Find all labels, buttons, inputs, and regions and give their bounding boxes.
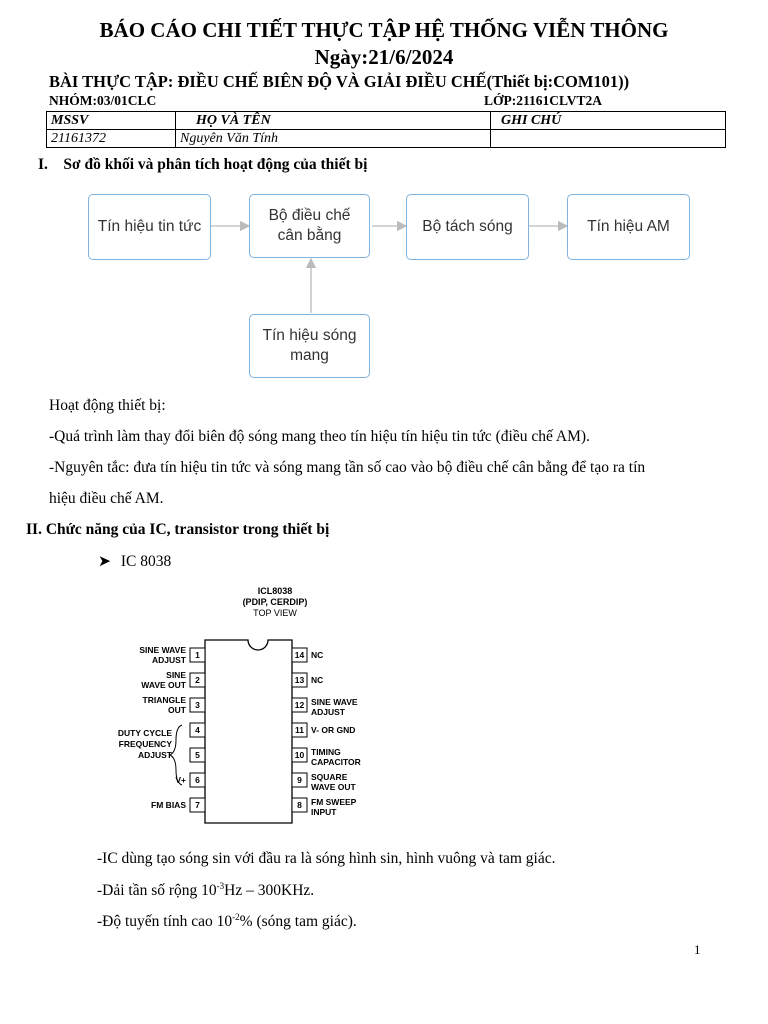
page-number: 1: [694, 942, 701, 957]
table-header: GHI CHÚ: [491, 112, 726, 130]
box-detector: Bộ tách sóng: [406, 194, 529, 260]
chip-name: ICL8038: [257, 586, 293, 596]
pin-number: 6: [195, 775, 200, 785]
pin-label: SQUARE WAVE OUT: [311, 772, 356, 792]
bullet-item: [98, 552, 171, 571]
pin-label: V+: [175, 775, 186, 785]
paragraph: -IC dùng tạo sóng sin với đầu ra là sóng hình sin, hình vuông và tam giác.: [97, 850, 556, 867]
pin-number: 9: [297, 775, 302, 785]
pin-number: 8: [297, 800, 302, 810]
pin-label: NC: [311, 675, 324, 685]
table-header: MSSV: [47, 112, 176, 130]
group-label: NHÓM:03/01CLC: [49, 93, 157, 108]
pin-label: FM SWEEP INPUT: [311, 797, 357, 817]
section-2-heading: II. Chức năng của IC, transistor trong thiết bị: [26, 521, 330, 538]
report-date: Ngày:21/6/2024: [314, 45, 454, 69]
pin-number: 5: [195, 750, 200, 760]
section-1-heading: I. Sơ đồ khối và phân tích hoạt động của thiết bị: [38, 156, 368, 173]
pin-number: 1: [195, 650, 200, 660]
table-header: HỌ VÀ TÊN: [176, 112, 491, 130]
box-am-signal: Tín hiệu AM: [567, 194, 690, 260]
chip-package: (PDIP, CERDIP): [242, 597, 308, 607]
pin-number: 3: [195, 700, 200, 710]
box-balanced-modulator: Bộ điều chế cân bằng: [249, 194, 370, 258]
pin-number: 14: [294, 650, 305, 660]
lab-title: BÀI THỰC TẬP: ĐIỀU CHẾ BIÊN ĐỘ VÀ GIẢI ĐIỀU CHẾ(Thiết bị:COM101)): [49, 72, 630, 91]
class-label: LỚP:21161CLVT2A: [484, 93, 603, 108]
pin-label: FM BIAS: [151, 800, 186, 810]
bullet-label: IC 8038: [120, 553, 172, 570]
pin-label: TRIANGLE OUT: [142, 695, 186, 715]
pin-label: V- OR GND: [311, 725, 356, 735]
paragraph: -Độ tuyến tính cao $10^{-2}\%$ (sóng tam giác).: [97, 912, 357, 931]
pin-number: 13: [294, 675, 305, 685]
pin-label: SINE WAVE ADJUST: [311, 697, 358, 717]
arrow-bullet-icon: ➤: [98, 553, 111, 570]
pin-label: SINE WAVE ADJUST: [139, 645, 186, 665]
paragraph: -Dải tần số rộng $10^{-3}Hz - 300KHz$.: [97, 881, 315, 900]
chip-view: TOP VIEW: [253, 608, 297, 618]
pin-number: 11: [295, 725, 304, 735]
box-carrier-signal: Tín hiệu sóng mang: [249, 314, 370, 378]
paragraph: -Nguyên tắc: đưa tín hiệu tin tức và sóng mang tần số cao vào bộ điều chế cân bằng để tạo ra tín: [49, 459, 646, 476]
table-cell: 21161372: [47, 130, 176, 148]
pin-label: NC: [311, 650, 324, 660]
duty-cycle-label: DUTY CYCLE FREQUENCY ADJUST: [117, 728, 172, 760]
ic-pinout-diagram: [110, 580, 440, 830]
paragraph: Hoạt động thiết bị:: [49, 397, 166, 414]
table-cell: Nguyên Văn Tính: [176, 130, 491, 148]
pin-number: 12: [294, 700, 305, 710]
pin-label: SINE WAVE OUT: [141, 670, 186, 690]
pin-number: 4: [195, 725, 200, 735]
report-title: BÁO CÁO CHI TIẾT THỰC TẬP HỆ THỐNG VIỄN THÔNG: [99, 18, 669, 42]
paragraph: -Quá trình làm thay đổi biên độ sóng mang theo tín hiệu tín hiệu tin tức (điều chế AM).: [49, 428, 590, 445]
paragraph: hiệu điều chế AM.: [49, 490, 164, 507]
pin-number: 7: [195, 800, 200, 810]
pin-label: TIMING CAPACITOR: [311, 747, 361, 767]
pin-number: 2: [195, 675, 200, 685]
box-message-signal: Tín hiệu tin tức: [88, 194, 211, 260]
pin-number: 10: [294, 750, 305, 760]
